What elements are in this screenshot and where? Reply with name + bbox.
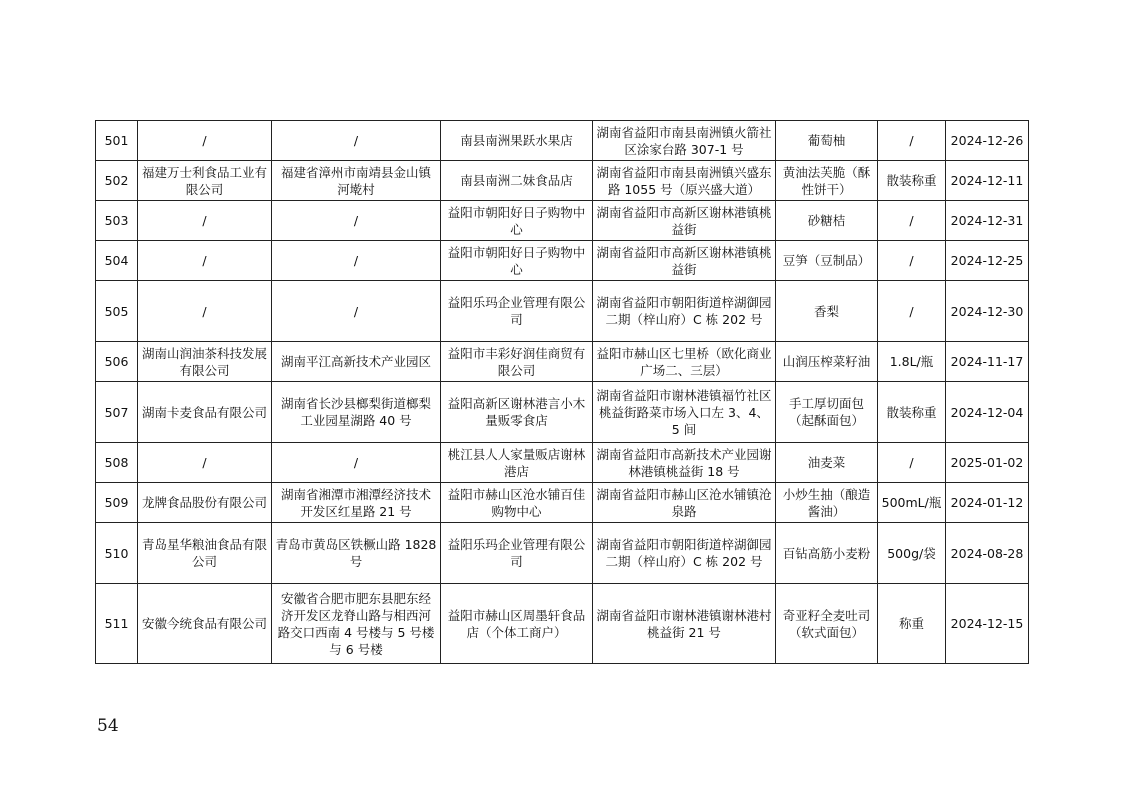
row-number: 503 — [96, 201, 138, 241]
producer-address-cell: 湖南省湘潭市湘潭经济技术开发区红星路 21 号 — [272, 483, 441, 523]
table-row — [96, 281, 1029, 342]
page-number: 54 — [97, 716, 119, 736]
production-date-cell: 2025-01-02 — [946, 443, 1029, 483]
production-date-cell: 2024-08-28 — [946, 523, 1029, 584]
row-number: 509 — [96, 483, 138, 523]
table-row — [96, 241, 1029, 281]
table-row — [96, 201, 1029, 241]
producer-address-cell: / — [272, 201, 441, 241]
producer-name-cell: 龙牌食品股份有限公司 — [138, 483, 272, 523]
seller-name-cell: 桃江县人人家量贩店谢林港店 — [441, 443, 593, 483]
producer-name-cell: / — [138, 121, 272, 161]
product-name-cell: 手工厚切面包（起酥面包） — [776, 382, 878, 443]
seller-name-cell: 益阳市朝阳好日子购物中心 — [441, 241, 593, 281]
production-date-cell: 2024-11-17 — [946, 342, 1029, 382]
seller-name-cell: 益阳市赫山区周墨轩食品店（个体工商户） — [441, 584, 593, 664]
seller-address-cell: 湖南省益阳市高新区谢林港镇桃益街 — [593, 241, 776, 281]
producer-address-cell: / — [272, 281, 441, 342]
production-date-cell: 2024-12-11 — [946, 161, 1029, 201]
production-date-cell: 2024-12-15 — [946, 584, 1029, 664]
specification-cell: 散装称重 — [878, 382, 946, 443]
production-date-cell: 2024-01-12 — [946, 483, 1029, 523]
table-row — [96, 584, 1029, 664]
specification-cell: 散装称重 — [878, 161, 946, 201]
product-name-cell: 豆笋（豆制品） — [776, 241, 878, 281]
product-name-cell: 小炒生抽（酿造酱油） — [776, 483, 878, 523]
specification-cell: / — [878, 121, 946, 161]
row-number: 508 — [96, 443, 138, 483]
producer-address-cell: 青岛市黄岛区铁橛山路 1828 号 — [272, 523, 441, 584]
seller-address-cell: 益阳市赫山区七里桥（欧化商业广场二、三层） — [593, 342, 776, 382]
table-row — [96, 443, 1029, 483]
specification-cell: 500g/袋 — [878, 523, 946, 584]
producer-name-cell: / — [138, 201, 272, 241]
seller-address-cell: 湖南省益阳市谢林港镇谢林港村桃益街 21 号 — [593, 584, 776, 664]
specification-cell: 称重 — [878, 584, 946, 664]
producer-name-cell: 福建万士利食品工业有限公司 — [138, 161, 272, 201]
seller-address-cell: 湖南省益阳市赫山区沧水铺镇沧泉路 — [593, 483, 776, 523]
producer-address-cell: 安徽省合肥市肥东县肥东经济开发区龙脊山路与相西河路交口西南 4 号楼与 5 号楼与 6 号楼 — [272, 584, 441, 664]
producer-address-cell: 湖南省长沙县榔梨街道榔梨工业园星湖路 40 号 — [272, 382, 441, 443]
table-row — [96, 161, 1029, 201]
seller-name-cell: 益阳市朝阳好日子购物中心 — [441, 201, 593, 241]
producer-name-cell: 安徽今统食品有限公司 — [138, 584, 272, 664]
producer-name-cell: 湖南山润油茶科技发展有限公司 — [138, 342, 272, 382]
seller-name-cell: 益阳乐玛企业管理有限公司 — [441, 281, 593, 342]
row-number: 502 — [96, 161, 138, 201]
specification-cell: / — [878, 201, 946, 241]
specification-cell: / — [878, 281, 946, 342]
row-number: 507 — [96, 382, 138, 443]
product-name-cell: 百钻高筋小麦粉 — [776, 523, 878, 584]
seller-name-cell: 南县南洲二妹食品店 — [441, 161, 593, 201]
producer-name-cell: 青岛星华粮油食品有限公司 — [138, 523, 272, 584]
producer-name-cell: / — [138, 281, 272, 342]
row-number: 510 — [96, 523, 138, 584]
seller-address-cell: 湖南省益阳市高新技术产业园谢林港镇桃益街 18 号 — [593, 443, 776, 483]
producer-address-cell: 湖南平江高新技术产业园区 — [272, 342, 441, 382]
seller-address-cell: 湖南省益阳市谢林港镇福竹社区桃益街路菜市场入口左 3、4、5 间 — [593, 382, 776, 443]
specification-cell: / — [878, 241, 946, 281]
row-number: 504 — [96, 241, 138, 281]
specification-cell: / — [878, 443, 946, 483]
specification-cell: 500mL/瓶 — [878, 483, 946, 523]
production-date-cell: 2024-12-04 — [946, 382, 1029, 443]
row-number: 505 — [96, 281, 138, 342]
seller-address-cell: 湖南省益阳市高新区谢林港镇桃益街 — [593, 201, 776, 241]
row-number: 506 — [96, 342, 138, 382]
production-date-cell: 2024-12-25 — [946, 241, 1029, 281]
product-name-cell: 砂糖桔 — [776, 201, 878, 241]
product-name-cell: 油麦菜 — [776, 443, 878, 483]
seller-name-cell: 南县南洲果跃水果店 — [441, 121, 593, 161]
table-body — [96, 121, 1029, 664]
seller-name-cell: 益阳市赫山区沧水铺百佳购物中心 — [441, 483, 593, 523]
table-row — [96, 382, 1029, 443]
table-row — [96, 523, 1029, 584]
product-name-cell: 黄油法芙脆（酥性饼干） — [776, 161, 878, 201]
product-name-cell: 奇亚籽全麦吐司（软式面包） — [776, 584, 878, 664]
product-name-cell: 葡萄柚 — [776, 121, 878, 161]
production-date-cell: 2024-12-30 — [946, 281, 1029, 342]
table-row — [96, 342, 1029, 382]
producer-name-cell: 湖南卡麦食品有限公司 — [138, 382, 272, 443]
product-name-cell: 香梨 — [776, 281, 878, 342]
producer-address-cell: / — [272, 241, 441, 281]
seller-name-cell: 益阳乐玛企业管理有限公司 — [441, 523, 593, 584]
seller-address-cell: 湖南省益阳市南县南洲镇火箭社区涂家台路 307-1 号 — [593, 121, 776, 161]
table-row — [96, 121, 1029, 161]
inspection-table — [95, 120, 1029, 664]
seller-name-cell: 益阳高新区谢林港言小木量贩零食店 — [441, 382, 593, 443]
seller-address-cell: 湖南省益阳市朝阳街道梓湖御园二期（梓山府）C 栋 202 号 — [593, 523, 776, 584]
producer-name-cell: / — [138, 241, 272, 281]
producer-address-cell: / — [272, 121, 441, 161]
seller-name-cell: 益阳市丰彩好润佳商贸有限公司 — [441, 342, 593, 382]
product-name-cell: 山润压榨菜籽油 — [776, 342, 878, 382]
production-date-cell: 2024-12-31 — [946, 201, 1029, 241]
producer-address-cell: / — [272, 443, 441, 483]
seller-address-cell: 湖南省益阳市朝阳街道梓湖御园二期（梓山府）C 栋 202 号 — [593, 281, 776, 342]
production-date-cell: 2024-12-26 — [946, 121, 1029, 161]
table-row — [96, 483, 1029, 523]
specification-cell: 1.8L/瓶 — [878, 342, 946, 382]
producer-address-cell: 福建省漳州市南靖县金山镇河墘村 — [272, 161, 441, 201]
row-number: 501 — [96, 121, 138, 161]
seller-address-cell: 湖南省益阳市南县南洲镇兴盛东路 1055 号（原兴盛大道） — [593, 161, 776, 201]
producer-name-cell: / — [138, 443, 272, 483]
row-number: 511 — [96, 584, 138, 664]
